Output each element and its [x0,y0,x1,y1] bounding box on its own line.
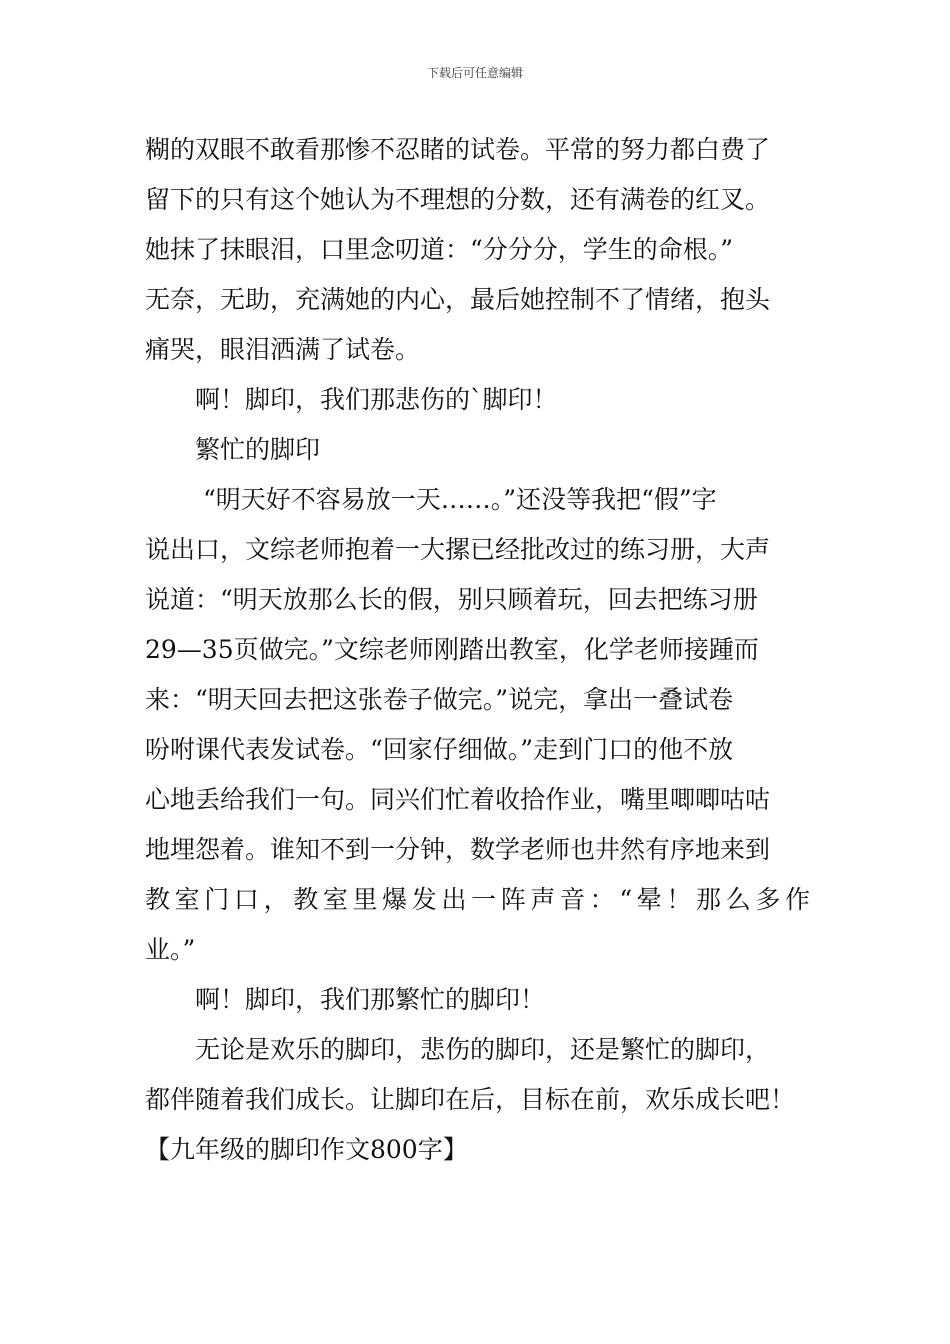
text-line: 地埋怨着。谁知不到一分钟，数学老师也井然有序地来到 [145,835,771,864]
text-line: 糊的双眼不敢看那惨不忍睹的试卷。平常的努力都白费了 [145,135,771,164]
section-heading: 繁忙的脚印 [195,435,321,464]
text-line: 无奈，无助，充满她的内心，最后她控制不了情绪，抱头 [145,285,771,314]
text-line: 都伴随着我们成长。让脚印在后，目标在前，欢乐成长吧！ [145,1085,796,1114]
text-line: 29—35页做完。”文综老师刚踏出教室，化学老师接踵而 [145,635,759,664]
text-line: 说出口，文综老师抱着一大摞已经批改过的练习册，大声 [145,535,771,564]
text-line: 啊！脚印，我们那悲伤的`脚印！ [195,385,558,414]
text-line: 留下的只有这个她认为不理想的分数，还有满卷的红叉。 [145,185,771,214]
text-line: “明天好不容易放一天……。”还没等我把“假”字 [203,485,717,514]
text-line: 痛哭，眼泪洒满了试卷。 [145,335,421,364]
document-title: 【九年级的脚印作文800字】 [145,1135,468,1164]
document-body [145,125,810,1175]
text-line: 教室门口，教室里爆发出一阵声音：“晕！那么多作 [145,885,810,914]
text-line: 说道：“明天放那么长的假，别只顾着玩，回去把练习册 [145,585,758,614]
text-line: 啊！脚印，我们那繁忙的脚印！ [195,985,546,1014]
text-line: 心地丢给我们一句。同兴们忙着收拾作业，嘴里唧唧咕咕 [145,785,771,814]
text-line: 来：“明天回去把这张卷子做完。”说完，拿出一叠试卷 [145,685,734,714]
text-line: 无论是欢乐的脚印，悲伤的脚印，还是繁忙的脚印， [195,1035,771,1064]
text-line: 吩咐课代表发试卷。“回家仔细做。”走到门口的他不放 [145,735,734,764]
page-header: 下载后可任意编辑 [426,66,523,80]
text-line: 业。” [145,935,196,964]
text-line: 她抹了抹眼泪，口里念叨道：“分分分，学生的命根。” [145,235,734,264]
